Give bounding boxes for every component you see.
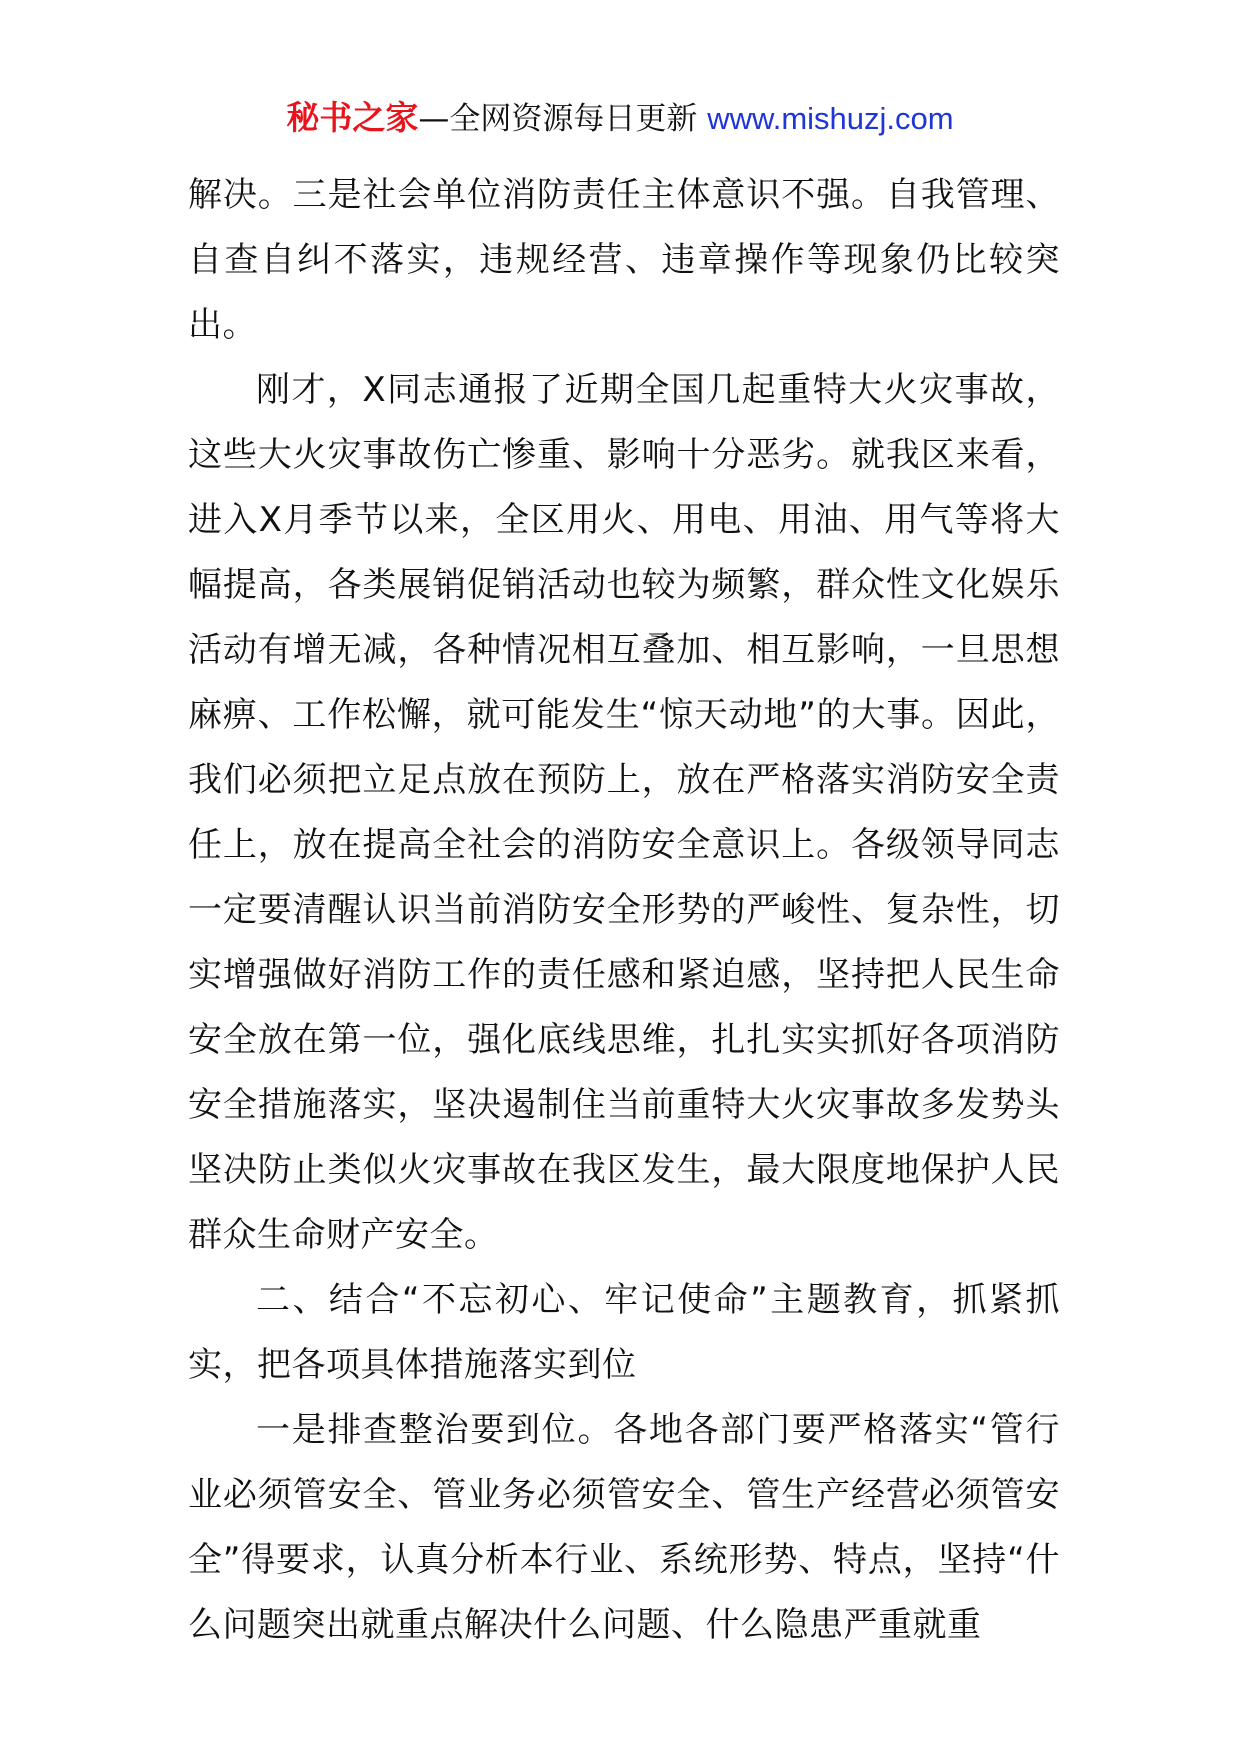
paragraph: 刚才，X同志通报了近期全国几起重特大火灾事故，这些大火灾事故伤亡惨重、影响十分恶劣。就我区来看，进入X月季节以来，全区用火、用电、用油、用气等将大幅提高，各类展销促销活动也较为频繁，群众性文化娱乐活动有增无减，各种情况相互叠加、相互影响，一旦思想麻痹、工作松懈，就可能发生“惊天动地”的大事。因此，我们必须把立足点放在预防上，放在严格落实消防安全责任上，放在提高全社会的消防安全意识上。各级领导同志一定要清醒认识当前消防安全形势的严峻性、复杂性，切实增强做好消防工作的责任感和紧迫感，坚持把人民生命安全放在第一位，强化底线思维，扎扎实实抓好各项消防安全措施落实，坚决遏制住当前重特大火灾事故多发势头坚决防止类似火灾事故在我区发生，最大限度地保护人民群众生命财产安全。 [188, 370, 1060, 1255]
header-tagline: —全网资源每日更新 [418, 101, 698, 137]
header-site-link[interactable]: www.mishuzj.com [707, 101, 954, 136]
paragraph: 一是排查整治要到位。各地各部门要严格落实“管行业必须管安全、管业务必须管安全、管生产经营必须管安全”得要求，认真分析本行业、系统形势、特点，坚持“什么问题突出就重点解决什么问题、什么隐患严重就重 [188, 1410, 1060, 1645]
header-brand: 秘书之家 [286, 98, 419, 137]
paragraph-continuation: 解决。三是社会单位消防责任主体意识不强。自我管理、自查自纠不落实，违规经营、违章操作等现象仍比较突出。 [188, 175, 1060, 345]
section-heading: 二、结合“不忘初心、牢记使命”主题教育，抓紧抓实，把各项具体措施落实到位 [188, 1280, 1060, 1385]
page-header [0, 98, 1240, 139]
document-body [188, 163, 1060, 1658]
